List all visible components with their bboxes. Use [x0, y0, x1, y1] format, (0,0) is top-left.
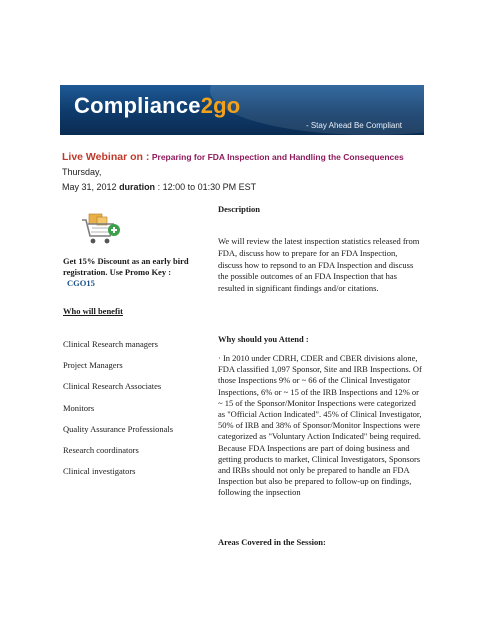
duration-label: duration	[119, 182, 156, 192]
audience-list	[63, 338, 213, 486]
promo-offer	[63, 256, 203, 289]
webinar-day: Thursday,	[62, 167, 102, 177]
areas-covered-heading: Areas Covered in the Session:	[218, 537, 326, 547]
webinar-date: May 31, 2012	[62, 182, 117, 192]
webinar-topic-link[interactable]: Preparing for FDA Inspection and Handling the Consequences	[151, 152, 404, 162]
webinar-time: : 12:00 to 01:30 PM EST	[157, 182, 257, 192]
audience-item: Project Managers	[63, 360, 123, 371]
audience-item: Research coordinators	[63, 444, 139, 455]
audience-item: Clinical Research managers	[63, 339, 158, 349]
shopping-cart-plus-icon[interactable]	[80, 212, 124, 250]
promo-code: CGO15	[67, 278, 95, 288]
why-attend-body: · In 2010 under CDRH, CDER and CBER divisions alone, FDA classified 1,097 Sponsor, Site and IRB Inspections. Of those Inspections 9% or ~ 66 of the Clinical Investigator Inspections, 6% or ~ 15 of the IRB Inspections and 12% or ~ 15 of the Sponsor/Monitor Inspections were categorized as "Official Action Indicated". 45% of Clinical Investigator, 50% of IRB and 38% of Sponsor/Monitor Inspections were categorized as "Voluntary Action Indicated" being required. Because FDA Inspections are part of doing business and getting products to market, Clinical Investigators, Sponsors and IRBs should not only be prepared to handle an FDA Inspection but also be prepared to follow-up on findings, following the inpsection	[218, 353, 422, 498]
why-attend-heading: Why should you Attend :	[218, 334, 309, 344]
compliance2go-banner	[60, 85, 424, 135]
audience-item: Clinical Research Associates	[63, 381, 162, 392]
description-body: We will review the latest inspection statistics released from FDA, discuss how to prepare for an FDA Inspection, discuss how to repsond to an FDA Inspection and discuss the possible outcomes of an FDA Inspection that has resulted in significant findings and/or citations.	[218, 236, 420, 294]
compliance2go-logo: Compliance2go	[74, 93, 241, 118]
audience-item: Quality Assurance Professionals	[63, 423, 174, 434]
webinar-intro	[62, 150, 432, 195]
who-will-benefit-heading: Who will benefit	[63, 306, 123, 316]
live-webinar-label: Live Webinar on :	[62, 151, 150, 163]
audience-item: Monitors	[63, 402, 95, 413]
banner-tagline: - Stay Ahead Be Compliant	[305, 121, 402, 130]
description-heading: Description	[218, 204, 261, 214]
audience-item: Clinical investigators	[63, 466, 136, 477]
promo-text: Get 15% Discount as an early bird registration. Use Promo Key :	[63, 256, 189, 277]
